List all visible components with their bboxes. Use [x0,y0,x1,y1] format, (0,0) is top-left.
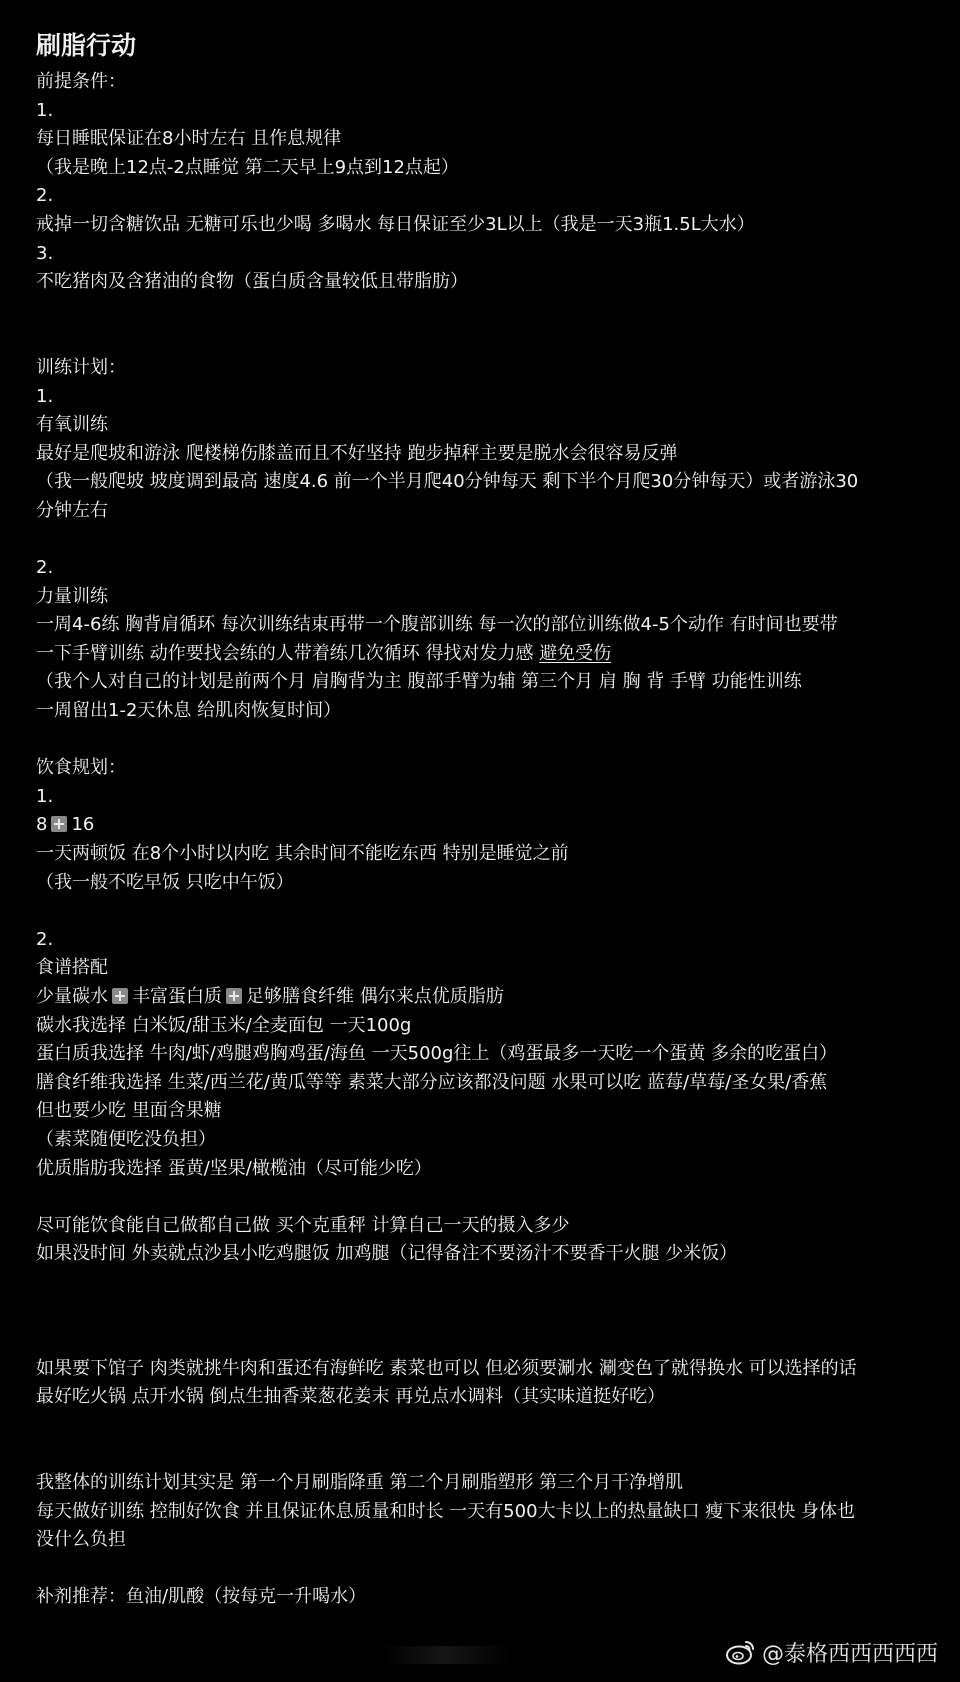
watermark-text: @泰格西西西西西 [761,1641,938,1667]
diet-subheading-recipe: 食谱搭配 [36,957,108,979]
faded-overlay [380,1646,510,1664]
prereq-number-3: 3. [36,242,54,264]
eatout-line: 如果要下馆子 肉类就挑牛肉和蛋还有海鲜吃 素菜也可以 但必须要涮水 涮变色了就得换水 可以选择的话 [36,1357,857,1379]
prereq-number-2: 2. [36,185,54,207]
diet-number-2: 2. [36,928,54,950]
diet-line: 优质脂肪我选择 蛋黄/坚果/橄榄油（尽可能少吃） [36,1157,432,1179]
macro-protein: 丰富蛋白质 [132,986,222,1007]
diet-line-macros [36,983,936,1012]
prereq-number-1: 1. [36,99,54,121]
diet-line: 尽可能饮食能自己做都自己做 买个克重秤 计算自己一天的摄入多少 [36,1214,570,1236]
diet-line: 但也要少吃 里面含果糖 [36,1100,222,1122]
training-line: 一周留出1-2天休息 给肌肉恢复时间） [36,700,342,722]
prereq-line: 每日睡眠保证在8小时左右 且作息规律 [36,128,342,150]
page-title: 刷脂行动 [36,31,137,60]
training-line: （我一般爬坡 坡度调到最高 速度4.6 前一个半月爬40分钟每天 剩下半个月爬30分钟每天）或者游泳30 [36,471,859,493]
prereq-heading: 前提条件： [36,71,126,92]
prereq-line: 不吃猪肉及含猪油的食物（蛋白质含量较低且带脂肪） [36,271,468,293]
training-line: 分钟左右 [36,499,108,521]
training-heading: 训练计划： [36,356,126,378]
training-subheading-strength: 力量训练 [36,585,108,607]
overall-line: 每天做好训练 控制好饮食 并且保证休息质量和时长 一天有500大卡以上的热量缺口 瘦下来很快 身体也 [36,1500,855,1522]
prereq-line: （我是晚上12点-2点睡觉 第二天早上9点到12点起） [36,156,459,178]
training-subheading-cardio: 有氧训练 [36,414,108,436]
plus-icon [112,988,128,1004]
article [36,28,936,1612]
overall-line: 我整体的训练计划其实是 第一个月刷脂降重 第二个月刷脂塑形 第三个月干净增肌 [36,1472,684,1494]
weibo-logo-icon [726,1639,756,1665]
diet-line: （素菜随便吃没负担） [36,1128,216,1150]
supplement-line: 补剂推荐：鱼油/肌酸（按每克一升喝水） [36,1586,367,1608]
watermark [726,1634,938,1670]
diet-line: 如果没时间 外卖就点沙县小吃鸡腿饭 加鸡腿（记得备注不要汤汁不要香干火腿 少米饭） [36,1243,738,1265]
training-line: （我个人对自己的计划是前两个月 肩胸背为主 腹部手臂为辅 第三个月 肩 胸 背 手臂 功能性训练 [36,671,802,693]
macro-fiber-fat: 足够膳食纤维 偶尔来点优质脂肪 [246,986,504,1007]
diet-line: 碳水我选择 白米饭/甜玉米/全麦面包 一天100g [36,1014,412,1036]
avoid-injury-emphasis: 避免受伤 [539,642,612,664]
prereq-line: 戒掉一切含糖饮品 无糖可乐也少喝 多喝水 每日保证至少3L以上（我是一天3瓶1.5L大水） [36,213,755,235]
macro-carbs: 少量碳水 [36,986,108,1007]
training-number-1: 1. [36,385,54,407]
training-number-2: 2. [36,557,54,579]
eatout-line: 最好吃火锅 点开水锅 倒点生抽香菜葱花姜末 再兑点水调料（其实味道挺好吃） [36,1386,666,1408]
diet-heading: 饮食规划： [36,757,126,779]
training-line: 最好是爬坡和游泳 爬楼梯伤膝盖而且不好坚持 跑步掉秤主要是脱水会很容易反弹 [36,442,678,464]
training-line [36,640,936,669]
training-line: 一周4-6练 胸背肩循环 每次训练结束再带一个腹部训练 每一次的部位训练做4-5个动作 有时间也要带 [36,614,838,636]
diet-16: 16 [71,814,95,836]
diet-line: （我一般不吃早饭 只吃中午饭） [36,871,294,893]
diet-line: 一天两顿饭 在8个小时以内吃 其余时间不能吃东西 特别是睡觉之前 [36,843,569,865]
diet-8: 8 [36,814,48,836]
diet-line: 膳食纤维我选择 生菜/西兰花/黄瓜等等 素菜大部分应该都没问题 水果可以吃 蓝莓/草莓/圣女果/香蕉 [36,1071,828,1093]
plus-icon [226,988,242,1004]
training-line-text: 一下手臂训练 动作要找会练的人带着练几次循环 得找对发力感 [36,642,540,664]
plus-icon [51,816,67,832]
diet-line-8-16 [36,811,936,840]
overall-line: 没什么负担 [36,1529,126,1551]
diet-number-1: 1. [36,785,54,807]
diet-line: 蛋白质我选择 牛肉/虾/鸡腿鸡胸鸡蛋/海鱼 一天500g往上（鸡蛋最多一天吃一个蛋黄 多余的吃蛋白） [36,1043,838,1065]
